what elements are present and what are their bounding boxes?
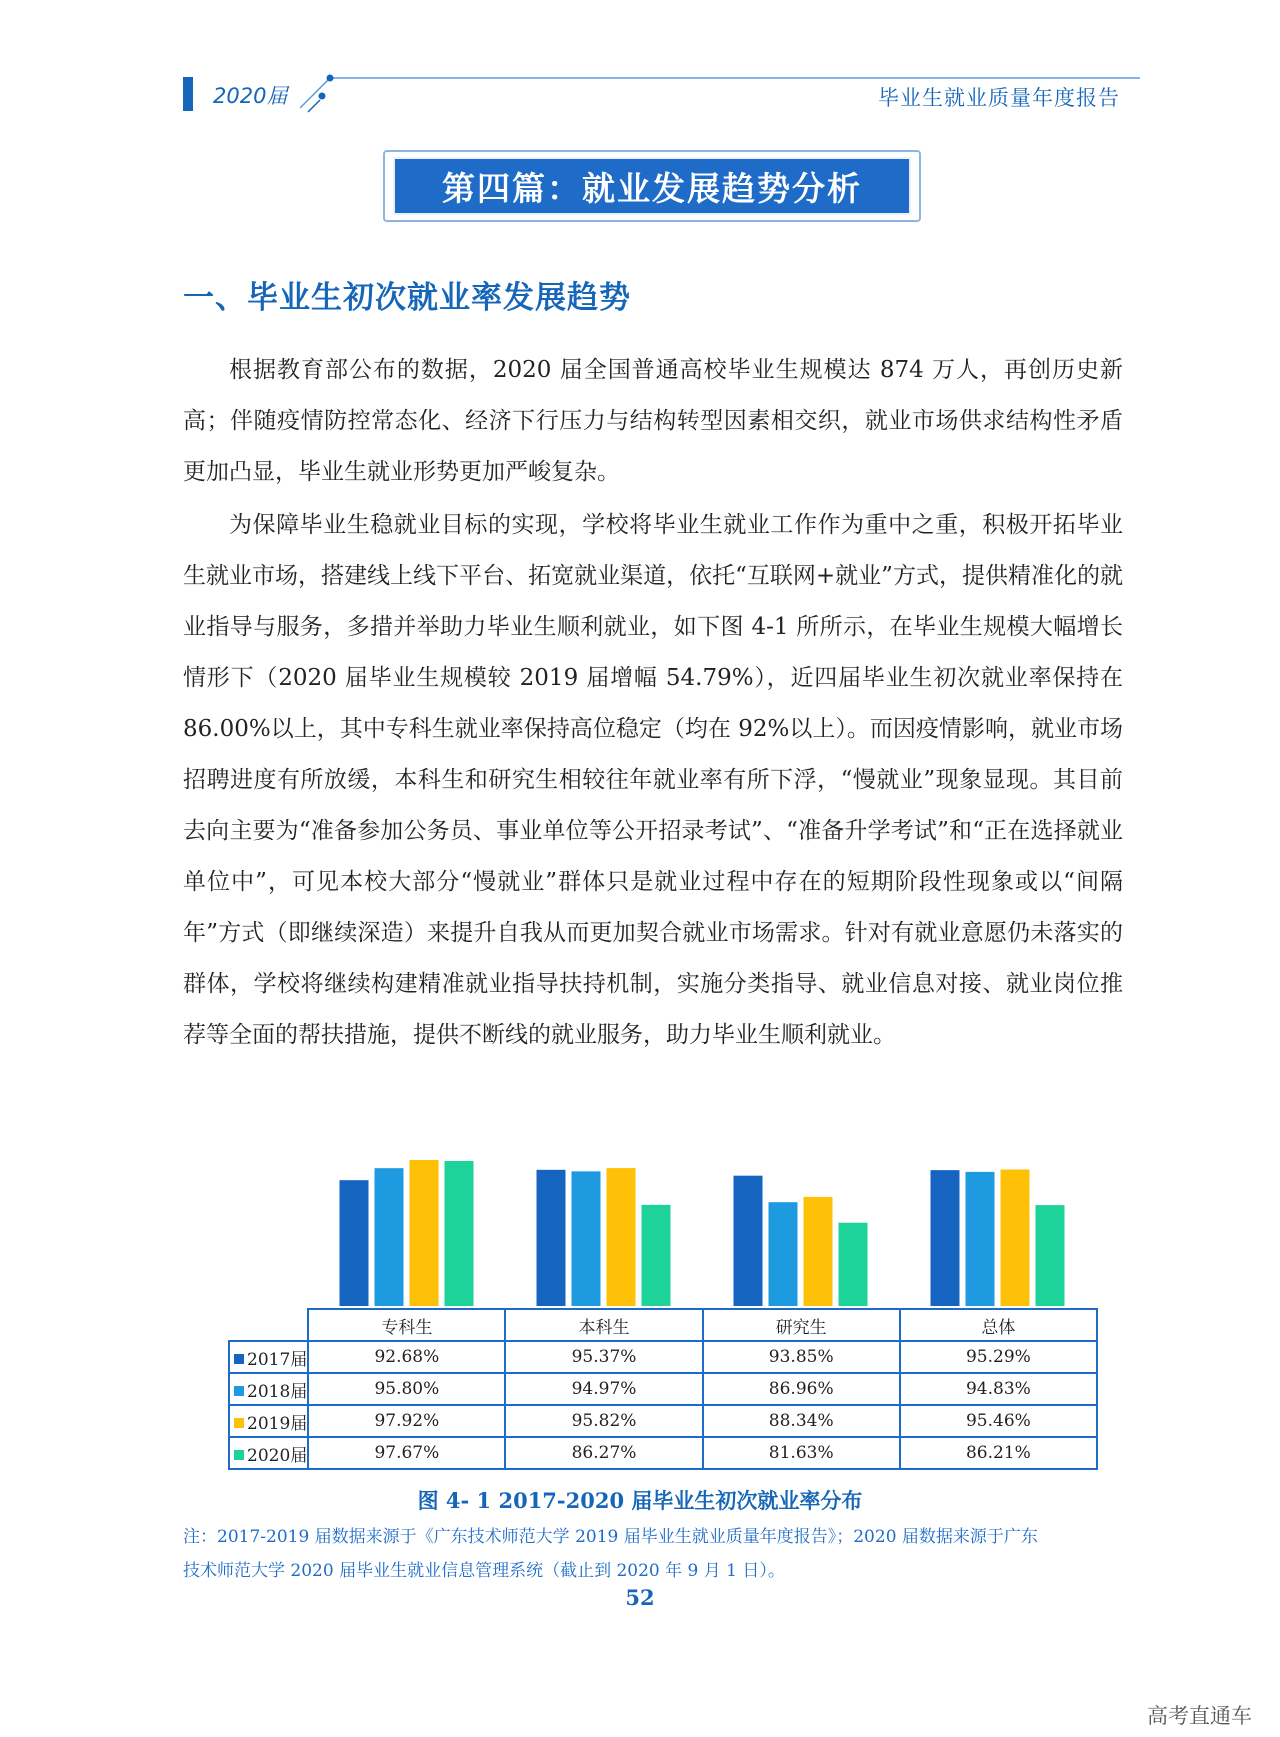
table-cell-value: 92.68% [308, 1341, 505, 1373]
bar-1-3 [642, 1205, 671, 1306]
table-corner [229, 1309, 308, 1341]
bar-3-3 [1036, 1205, 1065, 1306]
series-legend-cell [229, 1405, 308, 1437]
table-cell-value: 95.37% [505, 1341, 702, 1373]
table-cell-value: 97.67% [308, 1437, 505, 1469]
bar-3-0 [931, 1170, 960, 1306]
series-name: 2019届 [247, 1413, 308, 1434]
table-cell-value: 86.27% [505, 1437, 702, 1469]
bar-2-2 [804, 1197, 833, 1306]
bar-1-2 [607, 1168, 636, 1306]
table-cell-value: 97.92% [308, 1405, 505, 1437]
table-header-row [229, 1309, 1097, 1341]
body-paragraph-2: 为保障毕业生稳就业目标的实现，学校将毕业生就业工作作为重中之重，积极开拓毕业生就业市场，搭建线上线下平台、拓宽就业渠道，依托“互联网+就业”方式，提供精准化的就业指导与服务，多措并举助力毕业生顺利就业，如下图 4-1 所所示，在毕业生规模大幅增长情形下（2020 届毕业生规模较 2019 届增幅 54.79%），近四届毕业生初次就业率保持在 86.00%以上，其中专科生就业率保持高位稳定（均在 92%以上）。而因疫情影响，就业市场招聘进度有所放缓，本科生和研究生相较往年就业率有所下浮，“慢就业”现象显现。其目前去向主要为“准备参加公务员、事业单位等公开招录考试”、“准备升学考试”和“正在选择就业单位中”，可见本校大部分“慢就业”群体只是就业过程中存在的短期阶段性现象或以“间隔年”方式（即继续深造）来提升自我从而更加契合就业市场需求。针对有就业意愿仍未落实的群体，学校将继续构建精准就业指导扶持机制，实施分类指导、就业信息对接、就业岗位推荐等全面的帮扶措施，提供不断线的就业服务，助力毕业生顺利就业。 [183, 512, 1123, 1048]
chapter-title: 第四篇：就业发展趋势分析 [442, 168, 862, 208]
table-cell-value: 86.96% [703, 1373, 900, 1405]
table-cell-value: 95.80% [308, 1373, 505, 1405]
bar-0-0 [340, 1180, 369, 1306]
bar-1-1 [572, 1171, 601, 1306]
table-cell-value: 94.97% [505, 1373, 702, 1405]
table-cell-value: 95.29% [900, 1341, 1097, 1373]
header-report-title: 毕业生就业质量年度报告 [878, 86, 1120, 110]
series-name: 2018届 [247, 1381, 308, 1402]
table-row [229, 1341, 1097, 1373]
chapter-banner [393, 157, 911, 215]
bar-3-1 [966, 1172, 995, 1306]
table-cell-value: 94.83% [900, 1373, 1097, 1405]
legend-swatch [234, 1354, 244, 1364]
legend-swatch [234, 1450, 244, 1460]
legend-swatch [234, 1418, 244, 1428]
source-note-line-2: 技术师范大学 2020 届毕业生就业信息管理系统（截止到 2020 年 9 月 1 日）。 [183, 1561, 785, 1581]
section-title: 一、毕业生初次就业率发展趋势 [183, 280, 631, 316]
chart-data-table [228, 1308, 1098, 1470]
figure-caption: 图 4- 1 2017-2020 届毕业生初次就业率分布 [417, 1488, 863, 1513]
series-name: 2017届 [247, 1349, 308, 1370]
source-note-line-1: 注：2017-2019 届数据来源于《广东技术师范大学 2019 届毕业生就业质量年度报告》；2020 届数据来源于广东 [183, 1527, 1038, 1547]
table-cell-value: 88.34% [703, 1405, 900, 1437]
header-year-label: 2020届 [213, 84, 288, 108]
legend-swatch [234, 1386, 244, 1396]
table-cell-value: 86.21% [900, 1437, 1097, 1469]
series-legend-cell [229, 1373, 308, 1405]
bar-2-0 [734, 1176, 763, 1306]
header-accent-bar [183, 77, 193, 111]
table-cell-value: 81.63% [703, 1437, 900, 1469]
bar-1-0 [537, 1170, 566, 1306]
bar-2-1 [769, 1202, 798, 1306]
table-header-category: 专科生 [308, 1309, 505, 1341]
body-paragraph-1: 根据教育部公布的数据，2020 届全国普通高校毕业生规模达 874 万人，再创历史新高；伴随疫情防控常态化、经济下行压力与结构转型因素相交织，就业市场供求结构性矛盾更加凸显，毕业生就业形势更加严峻复杂。 [183, 357, 1123, 485]
bar-0-3 [445, 1161, 474, 1306]
table-header-category: 研究生 [703, 1309, 900, 1341]
table-cell-value: 93.85% [703, 1341, 900, 1373]
watermark-text: 高考直通车 [1147, 1704, 1252, 1728]
table-header-category: 总体 [900, 1309, 1097, 1341]
series-name: 2020届 [247, 1445, 308, 1466]
table-row [229, 1373, 1097, 1405]
bar-3-2 [1001, 1169, 1030, 1306]
table-row [229, 1405, 1097, 1437]
table-row [229, 1437, 1097, 1469]
series-legend-cell [229, 1437, 308, 1469]
table-cell-value: 95.82% [505, 1405, 702, 1437]
bar-2-3 [839, 1223, 868, 1306]
table-header-category: 本科生 [505, 1309, 702, 1341]
bar-0-1 [375, 1168, 404, 1306]
table-cell-value: 95.46% [900, 1405, 1097, 1437]
bar-0-2 [410, 1160, 439, 1306]
page-number: 52 [625, 1585, 655, 1610]
series-legend-cell [229, 1341, 308, 1373]
